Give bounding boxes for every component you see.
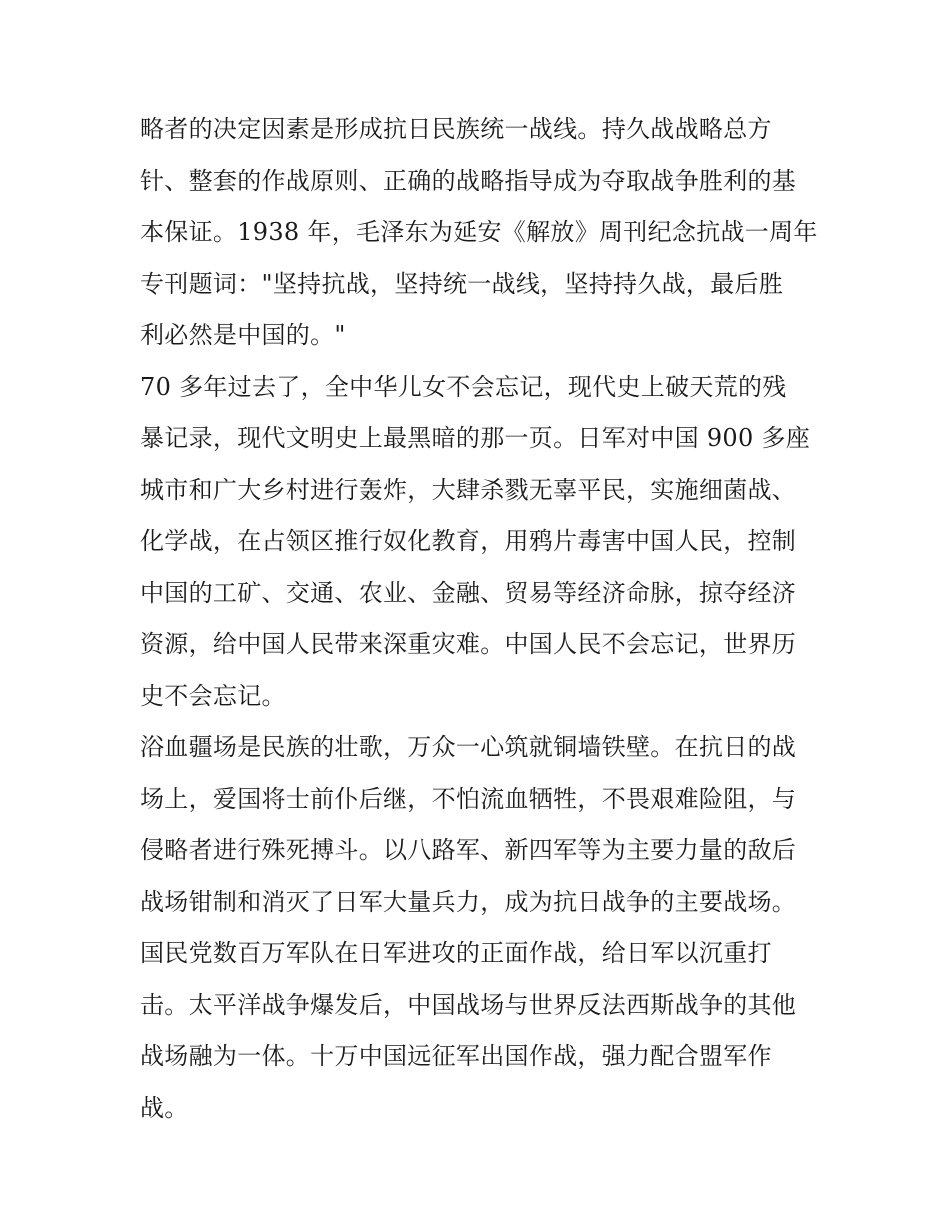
text-line: 史不会忘记。 bbox=[140, 681, 286, 710]
paragraph-1 bbox=[140, 104, 820, 362]
text-line: 击。太平洋战争爆发后，中国战场与世界反法西斯战争的其他 bbox=[140, 990, 797, 1019]
text-line: 化学战，在占领区推行奴化教育，用鸦片毒害中国人民，控制 bbox=[140, 527, 797, 555]
text-line: 国民党数百万军队在日军进攻的正面作战，给日军以沉重打 bbox=[140, 939, 772, 967]
text-line: 专刊题词："坚持抗战，坚持统一战线，坚持持久战，最后胜 bbox=[140, 269, 784, 298]
paragraph-3 bbox=[140, 722, 820, 1134]
paragraph-2 bbox=[140, 362, 820, 723]
text-line: 战。 bbox=[140, 1093, 189, 1122]
text-line: 中国的工矿、交通、农业、金融、贸易等经济命脉，掠夺经济 bbox=[140, 578, 797, 607]
text-line: 暴记录，现代文明史上最黑暗的那一页。日军对中国 900 多座 bbox=[140, 424, 811, 452]
text-line: 浴血疆场是民族的壮歌，万众一心筑就铜墙铁壁。在抗日的战 bbox=[140, 733, 797, 761]
text-line: 本保证。1938 年，毛泽东为延安《解放》周刊纪念抗战一周年 bbox=[140, 218, 818, 246]
text-line: 战场融为一体。十万中国远征军出国作战，强力配合盟军作 bbox=[140, 1042, 772, 1070]
document-body bbox=[140, 104, 820, 1134]
text-line: 针、整套的作战原则、正确的战略指导成为夺取战争胜利的基 bbox=[140, 166, 797, 195]
text-line: 战场钳制和消灭了日军大量兵力，成为抗日战争的主要战场。 bbox=[140, 887, 797, 916]
text-line: 略者的决定因素是形成抗日民族统一战线。持久战战略总方 bbox=[140, 115, 772, 143]
text-line: 利必然是中国的。" bbox=[140, 321, 346, 349]
text-line: 城市和广大乡村进行轰炸，大肆杀戮无辜平民，实施细菌战、 bbox=[140, 475, 797, 504]
text-line: 资源，给中国人民带来深重灾难。中国人民不会忘记，世界历 bbox=[140, 630, 797, 658]
text-line: 场上，爱国将士前仆后继，不怕流血牺牲，不畏艰难险阻，与 bbox=[140, 784, 797, 813]
text-line: 70 多年过去了，全中华儿女不会忘记，现代史上破天荒的残 bbox=[140, 372, 787, 401]
text-line: 侵略者进行殊死搏斗。以八路军、新四军等为主要力量的敌后 bbox=[140, 836, 797, 864]
